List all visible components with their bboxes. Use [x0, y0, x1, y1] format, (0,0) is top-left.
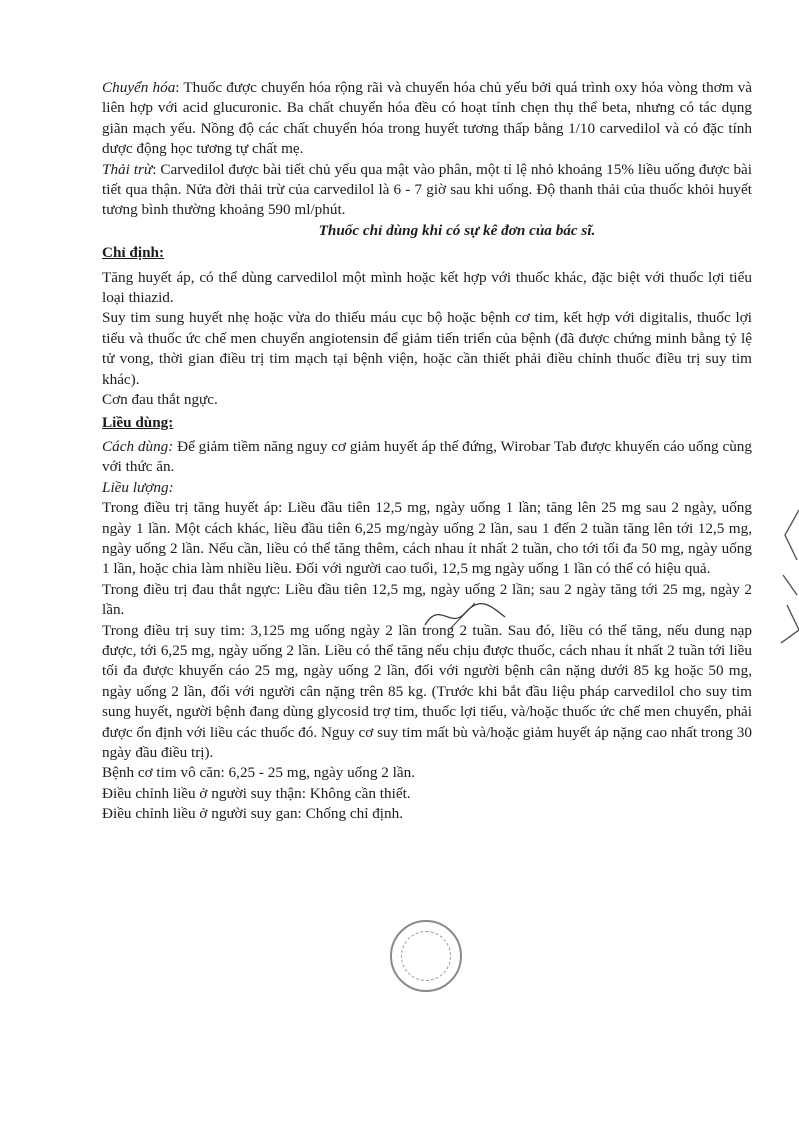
prescription-notice: Thuốc chỉ dùng khi có sự kê đơn của bác sĩ.: [318, 221, 596, 239]
dose-paragraph-heart-failure: Trong điều trị suy tim: 3,125 mg uống ngày 2 lần trong 2 tuần. Sau đó, liều có thể tăng, nếu dung nạp được, tới 6,25 mg, ngày uống 2 lần. Liều có thể tăng nếu chịu được thuốc, cách nhau ít nhất 2 tuần tới liều tối đa được khuyến cáo 25 mg, ngày uống 2 lần, đối với người bệnh cân nặng dưới 85 kg hoặc 50 mg, ngày uống 2 lần, đối với người cân nặng trên 85 kg. (Trước khi bắt đầu liệu pháp carvedilol cho suy tim sung huyết, người bệnh đang dùng glycosid trợ tim, thuốc lợi tiểu, và/hoặc thuốc ức chế men chuyển, phải được ổn định với liều các thuốc đó. Nguy cơ suy tim mất bù và/hoặc giảm huyết áp nặng cao nhất trong 30 ngày đầu điều trị).: [102, 621, 752, 761]
indication-item: Cơn đau thắt ngực.: [102, 391, 218, 409]
stamp-edge-mark: [777, 505, 799, 645]
document-body: [102, 78, 752, 825]
dose-paragraph-cardiomyopathy: Bệnh cơ tim vô căn: 6,25 - 25 mg, ngày uống 2 lần.: [102, 764, 415, 782]
metabolism-label: Chuyển hóa: [102, 79, 176, 96]
company-seal: [390, 920, 462, 992]
elimination-label: Thải trừ: [102, 160, 153, 178]
elimination-paragraph: [102, 160, 752, 221]
dose-paragraph-hypertension: Trong điều trị tăng huyết áp: Liều đầu tiên 12,5 mg, ngày uống 1 lần; tăng lên 25 mg sau 2 ngày, uống ngày 1 lần. Một cách khác, liều đầu tiên 6,25 mg/ngày uống 2 lần, sau 1 đến 2 tuần tăng lên tới 12,5 mg, ngày uống 2 lần. Nếu cần, liều có thể tăng thêm, cách nhau ít nhất 2 tuần, cho tới tối đa 50 mg, ngày uống 1 lần, hoặc chia làm nhiều liều. Đối với người cao tuổi, 12,5 mg ngày uống 1 lần có thể có hiệu quả.: [102, 499, 752, 578]
indications-heading: Chỉ định:: [102, 244, 165, 262]
signature-mark: [420, 595, 510, 635]
dosage-heading: Liều dùng:: [102, 413, 174, 431]
dose-paragraph-renal: Điều chỉnh liều ở người suy thận: Không cần thiết.: [102, 784, 411, 802]
indication-item: Suy tim sung huyết nhẹ hoặc vừa do thiếu máu cục bộ hoặc bệnh cơ tim, kết hợp với digitalis, thuốc lợi tiểu và thuốc ức chế men chuyển angiotensin để giảm tiến triển của bệnh (đã được chứng minh bằng tỷ lệ tử vong, thời gian điều trị tim mạch tại bệnh viện, hoặc cần thiết phải điều chỉnh thuốc điều trị suy tim khác).: [102, 309, 752, 388]
metabolism-paragraph: [102, 78, 752, 160]
administration-label: Cách dùng:: [102, 437, 174, 455]
administration-text: Để giảm tiềm năng nguy cơ giảm huyết áp thế đứng, Wirobar Tab được khuyến cáo uống cùng với thức ăn.: [102, 437, 752, 476]
indication-item: Tăng huyết áp, có thể dùng carvedilol một mình hoặc kết hợp với thuốc khác, đặc biệt với thuốc lợi tiểu loại thiazid.: [102, 268, 752, 307]
elimination-text: : Carvedilol được bài tiết chủ yếu qua mật vào phân, một tỉ lệ nhỏ khoảng 15% liều uống được bài tiết qua thận. Nửa đời thải trừ của carvedilol là 6 - 7 giờ sau khi uống. Độ thanh thải của thuốc khỏi huyết tương bình thường khoảng 590 ml/phút.: [102, 160, 752, 219]
metabolism-text: : Thuốc được chuyển hóa rộng rãi và chuyển hóa chủ yếu bởi quá trình oxy hóa vòng thơm và liên hợp với acid glucuronic. Ba chất chuyển hóa đều có hoạt tính chẹn thụ thể beta, nhưng có tác dụng giãn mạch yếu. Nồng độ các chất chuyển hóa trong huyết tương thấp bằng 1/10 carvedilol và có đặc tính dược động học tương tự chất mẹ.: [102, 79, 752, 158]
dose-paragraph-angina: Trong điều trị đau thắt ngực: Liều đầu tiên 12,5 mg, ngày uống 2 lần; sau 2 ngày tăng tới 25 mg, ngày 2 lần.: [102, 580, 752, 619]
seal-center: [401, 931, 451, 981]
dose-label: Liều lượng:: [102, 478, 174, 496]
dose-paragraph-hepatic: Điều chỉnh liều ở người suy gan: Chống chỉ định.: [102, 805, 404, 823]
administration-paragraph: [102, 437, 752, 478]
